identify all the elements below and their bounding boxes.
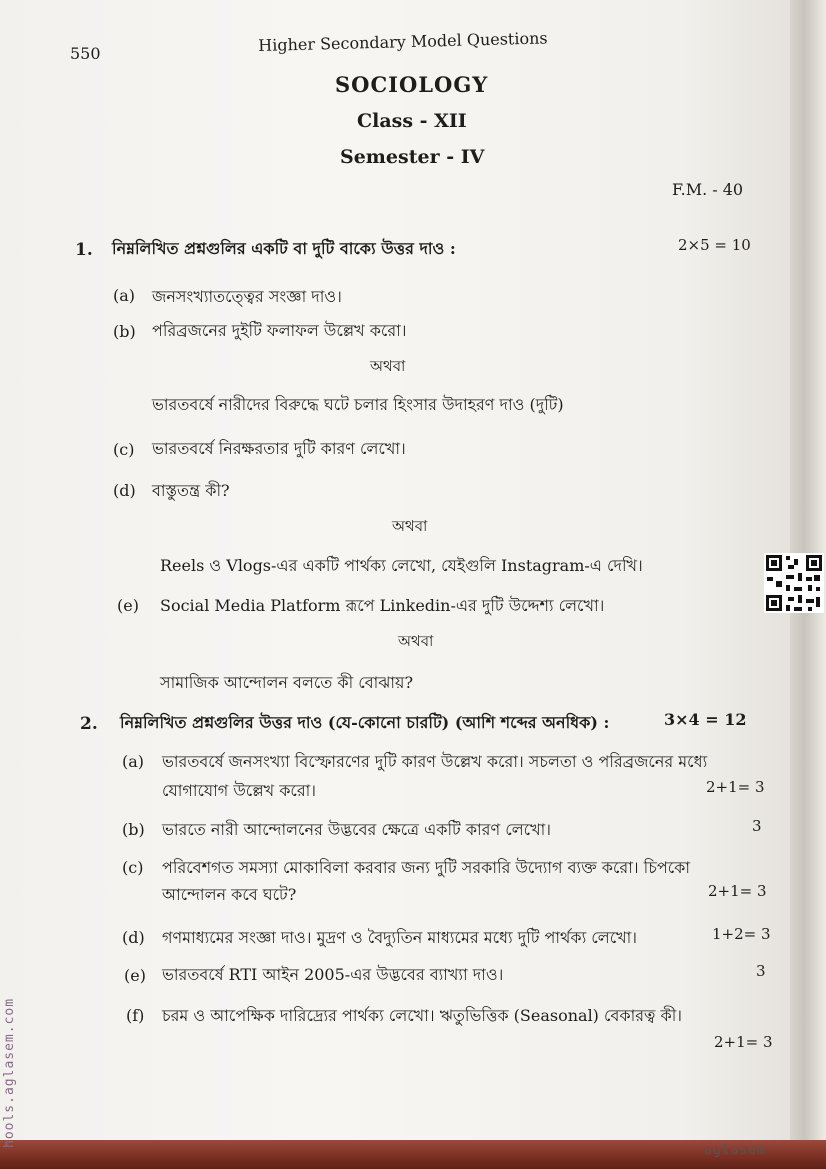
q1-or-1: অথবা	[370, 357, 406, 375]
q2-a-label: (a)	[122, 752, 145, 771]
q2-f-text: চরম ও আপেক্ষিক দারিদ্র্যের পার্থক্য লেখো। ঋতুভিত্তিক (Seasonal) বেকারত্ব কী।	[162, 1006, 683, 1025]
q2-c-line-2: আন্দোলন কবে ঘটে?	[162, 885, 297, 904]
q1-c-text: ভারতবর্ষে নিরক্ষরতার দুটি কারণ লেখো।	[152, 439, 406, 458]
q2-b-text: ভারতে নারী আন্দোলনের উদ্ভবের ক্ষেত্রে একটি কারণ লেখো।	[162, 820, 551, 839]
q1-d-label: (d)	[113, 481, 136, 500]
question-2-text: নিম্নলিখিত প্রশ্নগুলির উত্তর দাও (যে-কোনো চারটি) (আশি শব্দের অনধিক) :	[120, 713, 610, 732]
q2-d-label: (d)	[122, 928, 145, 947]
q1-e-alternative: সামাজিক আন্দোলন বলতে কী বোঝায়?	[160, 673, 414, 692]
q2-a-line-1: ভারতবর্ষে জনসংখ্যা বিস্ফোরণের দুটি কারণ উল্লেখ করো। সচলতা ও পরিব্রজনের মধ্যে	[162, 752, 708, 771]
q1-d-alternative: Reels ও Vlogs-এর একটি পার্থক্য লেখো, যেইগুলি Instagram-এ দেখি।	[160, 556, 643, 575]
q1-c-label: (c)	[113, 440, 135, 459]
q2-e-label: (e)	[124, 966, 146, 985]
question-1-text: নিম্নলিখিত প্রশ্নগুলির একটি বা দুটি বাক্যে উত্তর দাও :	[112, 239, 456, 258]
question-1-number: 1.	[75, 240, 93, 260]
question-2-number: 2.	[80, 714, 98, 734]
q1-e-label: (e)	[117, 596, 139, 615]
full-marks: F.M. - 40	[672, 180, 744, 199]
q2-a-marks: 2+1= 3	[706, 778, 765, 796]
q2-b-label: (b)	[122, 820, 145, 839]
q2-b-marks: 3	[752, 817, 762, 835]
page-number: 550	[70, 44, 101, 63]
q2-f-marks: 2+1= 3	[714, 1033, 773, 1051]
bottom-watermark: aglasem	[704, 1143, 766, 1158]
q2-f-label: (f)	[126, 1006, 145, 1025]
qr-code-icon	[764, 553, 824, 613]
q2-c-line-1: পরিবেশগত সমস্যা মোকাবিলা করবার জন্য দুটি সরকারি উদ্যোগ ব্যক্ত করো। চিপকো	[162, 858, 690, 877]
side-watermark: hools.aglasem.com	[2, 997, 17, 1148]
question-2-marks: 3×4 = 12	[664, 710, 747, 729]
q1-or-2: অথবা	[392, 517, 428, 535]
q2-c-marks: 2+1= 3	[708, 882, 767, 900]
q2-e-text: ভারতবর্ষে RTI আইন 2005-এর উদ্ভবের ব্যাখ্যা দাও।	[162, 965, 504, 984]
book-title: Higher Secondary Model Questions	[258, 28, 548, 55]
q1-b-alternative: ভারতবর্ষে নারীদের বিরুদ্ধে ঘটে চলার হিংসার উদাহরণ দাও (দুটি)	[152, 395, 564, 414]
q1-a-label: (a)	[113, 286, 136, 305]
q1-d-text: বাস্তুতন্ত্র কী?	[152, 481, 230, 500]
class-title: Class - XII	[357, 110, 467, 132]
subject-title: SOCIOLOGY	[335, 72, 489, 97]
q2-e-marks: 3	[756, 962, 766, 980]
bottom-edge-band	[0, 1140, 826, 1169]
question-1-marks: 2×5 = 10	[678, 236, 751, 254]
q1-or-3: অথবা	[398, 632, 434, 650]
q2-c-label: (c)	[122, 858, 144, 877]
q2-d-text: গণমাধ্যমের সংজ্ঞা দাও। মুদ্রণ ও বৈদ্যুতিন মাধ্যমের মধ্যে দুটি পার্থক্য লেখো।	[162, 928, 638, 947]
q2-a-line-2: যোগাযোগ উল্লেখ করো।	[162, 781, 316, 800]
q1-a-text: জনসংখ্যাতত্ত্বের সংজ্ঞা দাও।	[152, 287, 342, 306]
q1-e-text: Social Media Platform রূপে Linkedin-এর দুটি উদ্দেশ্য লেখো।	[160, 596, 605, 615]
q2-d-marks: 1+2= 3	[712, 925, 771, 943]
q1-b-label: (b)	[113, 322, 136, 341]
q1-b-text: পরিব্রজনের দুইটি ফলাফল উল্লেখ করো।	[152, 321, 407, 340]
semester-title: Semester - IV	[340, 146, 485, 168]
